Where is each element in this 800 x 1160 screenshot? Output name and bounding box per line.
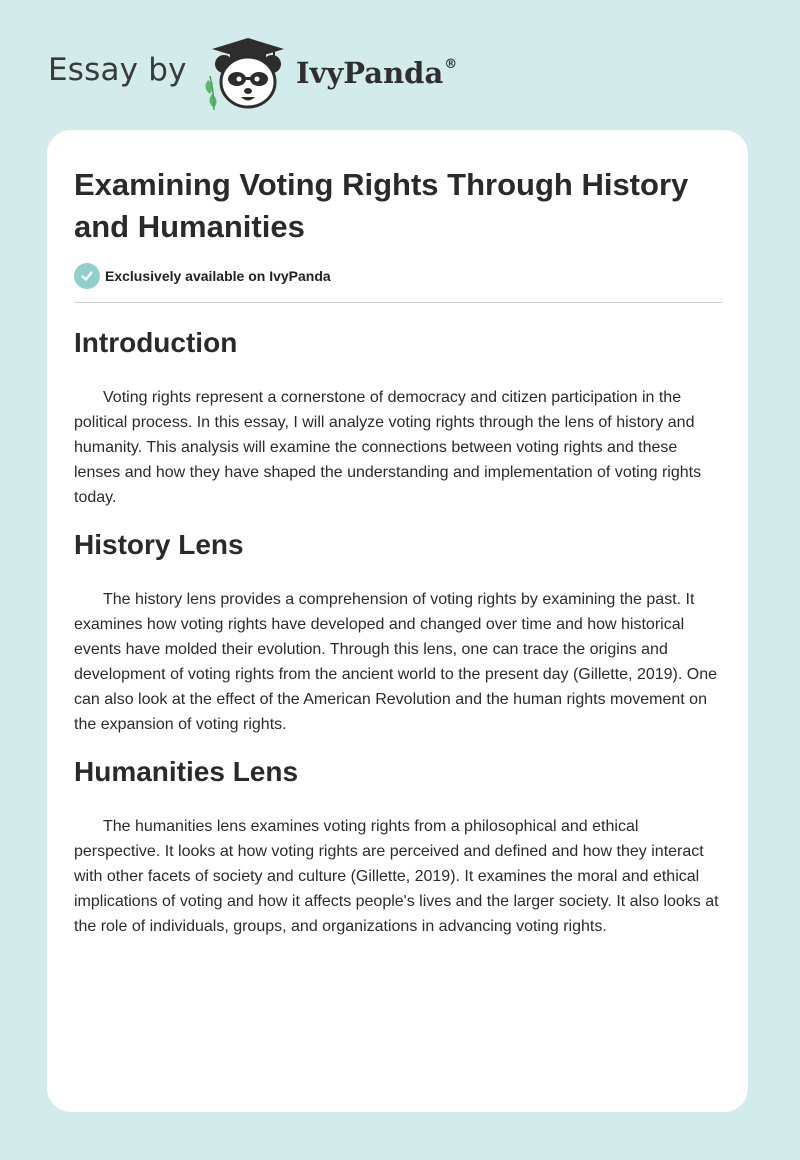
exclusive-label: Exclusively available on IvyPanda: [105, 268, 331, 284]
check-icon: [74, 263, 100, 289]
ivypanda-wordmark[interactable]: [296, 56, 457, 90]
essay-title: Examining Voting Rights Through History and Humanities: [74, 167, 689, 244]
section-heading-humanities-lens: Humanities Lens: [74, 756, 299, 787]
panda-logo-icon[interactable]: [200, 36, 288, 112]
title-divider: [74, 302, 722, 303]
section-heading-history-lens: History Lens: [74, 529, 244, 560]
section-text-introduction: Voting rights represent a cornerstone of democracy and citizen participation in the political process. In this essay, I will analyze voting rights through the lens of history and humanity. This analysis will examine the connections between voting rights and these lenses and how they have shaped the understanding and implementation of voting rights today.: [74, 389, 702, 506]
exclusive-badge: [74, 263, 331, 289]
brand-name: IvyPanda: [296, 56, 444, 90]
essay-card: [47, 130, 748, 1112]
section-heading-introduction: Introduction: [74, 327, 238, 358]
section-text-humanities-lens: The humanities lens examines voting rights from a philosophical and ethical perspective. It looks at how voting rights are perceived and defined and how they interact with other facets of society and culture (Gillette, 2019). It examines the moral and ethical implications of voting and how it affects people's lives and the larger society. It also looks at the role of individuals, groups, and organizations in advancing voting rights.: [74, 818, 719, 935]
site-header: [48, 36, 768, 112]
section-text-history-lens: The history lens provides a comprehension of voting rights by examining the past. It examines how voting rights have developed and changed over time and how historical events have molded their evolution. Through this lens, one can trace the origins and development of voting rights from the ancient world to the present day (Gillette, 2019). One can also look at the effect of the American Revolution and the human rights movement on the expansion of voting rights.: [74, 591, 718, 733]
essay-by-label: Essay by: [48, 52, 187, 88]
registered-mark: ®: [444, 57, 458, 73]
